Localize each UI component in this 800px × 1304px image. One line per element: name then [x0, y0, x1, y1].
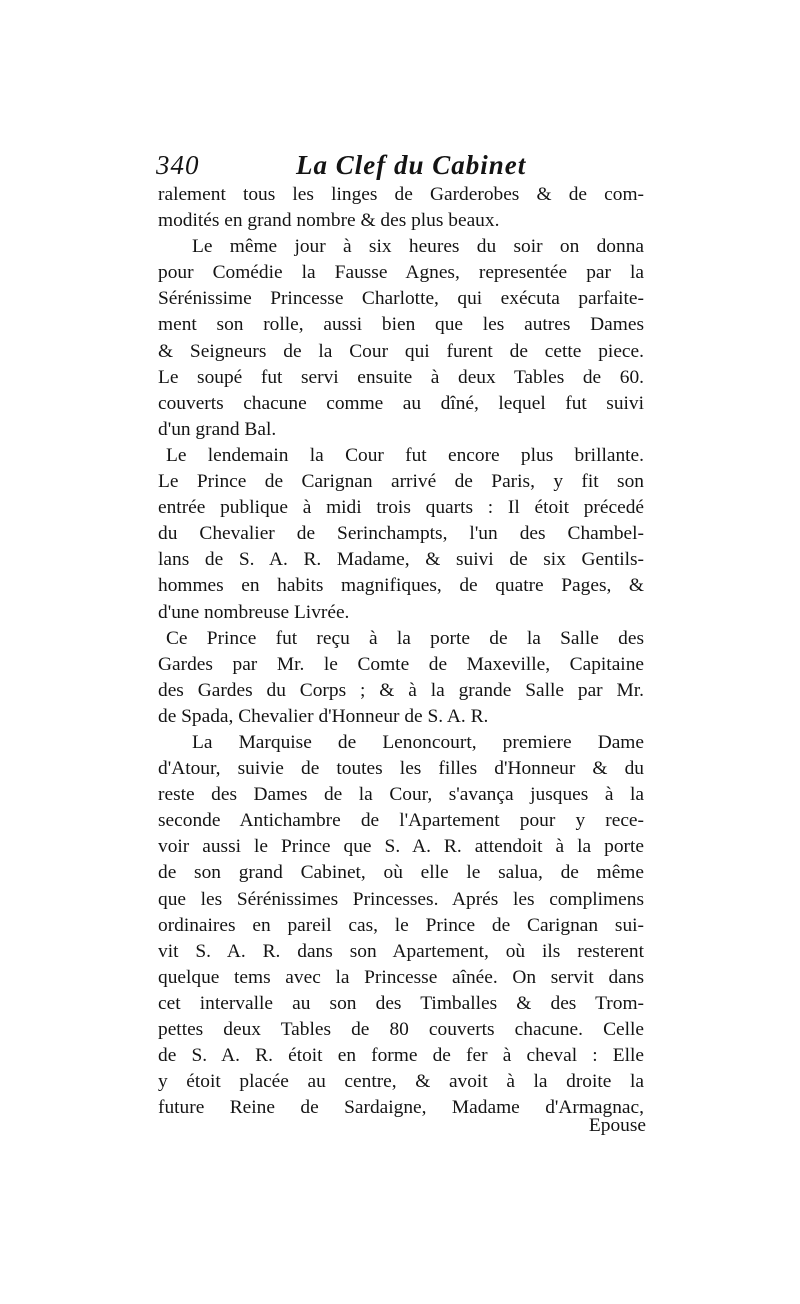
text-line: d'une nombreuse Livrée.: [158, 601, 350, 623]
catchword: Epouse: [588, 1115, 646, 1136]
text-line: ordinaires en pareil cas, le Prince de Carignan sui-: [158, 914, 644, 936]
text-line: de S. A. R. étoit en forme de fer à cheval : Elle: [158, 1045, 644, 1067]
text-line: Ce Prince fut reçu à la porte de la Salle des: [166, 627, 644, 649]
text-line: d'un grand Bal.: [158, 418, 277, 440]
body-text: [158, 182, 644, 1121]
text-line: ment son rolle, aussi bien que les autres Dames: [158, 314, 644, 336]
text-line: Le même jour à six heures du soir on donna: [192, 236, 644, 258]
text-line: Le Prince de Carignan arrivé de Paris, y fit son: [158, 471, 644, 493]
text-line: d'Atour, suivie de toutes les filles d'Honneur & du: [158, 758, 644, 780]
text-line: reste des Dames de la Cour, s'avança jusques à la: [158, 784, 644, 806]
text-line: ralement tous les linges de Garderobes & de com-: [158, 184, 644, 205]
text-line: Le lendemain la Cour fut encore plus brillante.: [166, 444, 644, 466]
page-header: [156, 150, 656, 186]
text-line: hommes en habits magnifiques, de quatre Pages, &: [158, 575, 644, 597]
text-line: Sérénissime Princesse Charlotte, qui exécuta parfaite-: [158, 288, 644, 310]
text-line: future Reine de Sardaigne, Madame d'Armagnac,: [158, 1097, 644, 1119]
running-title: La Clef du Cabinet: [296, 150, 527, 180]
text-line: Le soupé fut servi ensuite à deux Tables de 60.: [158, 366, 644, 388]
text-line: du Chevalier de Serinchampts, l'un des Chambel-: [158, 523, 644, 545]
text-line: couverts chacune comme au dîné, lequel fut suivi: [158, 392, 644, 414]
text-line: pettes deux Tables de 80 couverts chacune. Celle: [158, 1019, 644, 1040]
text-line: voir aussi le Prince que S. A. R. attendoit à la porte: [158, 836, 644, 858]
text-line: & Seigneurs de la Cour qui furent de cette piece.: [158, 340, 644, 362]
text-line: entrée publique à midi trois quarts : Il étoit précedé: [158, 497, 644, 519]
text-line: La Marquise de Lenoncourt, premiere Dame: [192, 731, 644, 753]
text-line: seconde Antichambre de l'Apartement pour y rece-: [158, 810, 644, 832]
text-line: de son grand Cabinet, où elle le salua, de même: [158, 862, 644, 884]
text-line: quelque tems avec la Princesse aînée. On servit dans: [158, 966, 644, 988]
page-number: 340: [156, 150, 200, 180]
text-line: de Spada, Chevalier d'Honneur de S. A. R.: [158, 705, 489, 727]
text-line: que les Sérénissimes Princesses. Aprés les complimens: [158, 888, 644, 910]
text-line: modités en grand nombre & des plus beaux.: [158, 210, 500, 232]
text-line: pour Comédie la Fausse Agnes, representée par la: [158, 262, 644, 284]
text-line: y étoit placée au centre, & avoit à la droite la: [158, 1071, 644, 1093]
text-line: Gardes par Mr. le Comte de Maxeville, Capitaine: [158, 653, 644, 675]
text-line: lans de S. A. R. Madame, & suivi de six Gentils-: [158, 549, 644, 571]
text-line: vit S. A. R. dans son Apartement, où ils resterent: [158, 940, 644, 962]
text-line: cet intervalle au son des Timballes & des Trom-: [158, 992, 644, 1014]
text-line: des Gardes du Corps ; & à la grande Salle par Mr.: [158, 679, 644, 701]
